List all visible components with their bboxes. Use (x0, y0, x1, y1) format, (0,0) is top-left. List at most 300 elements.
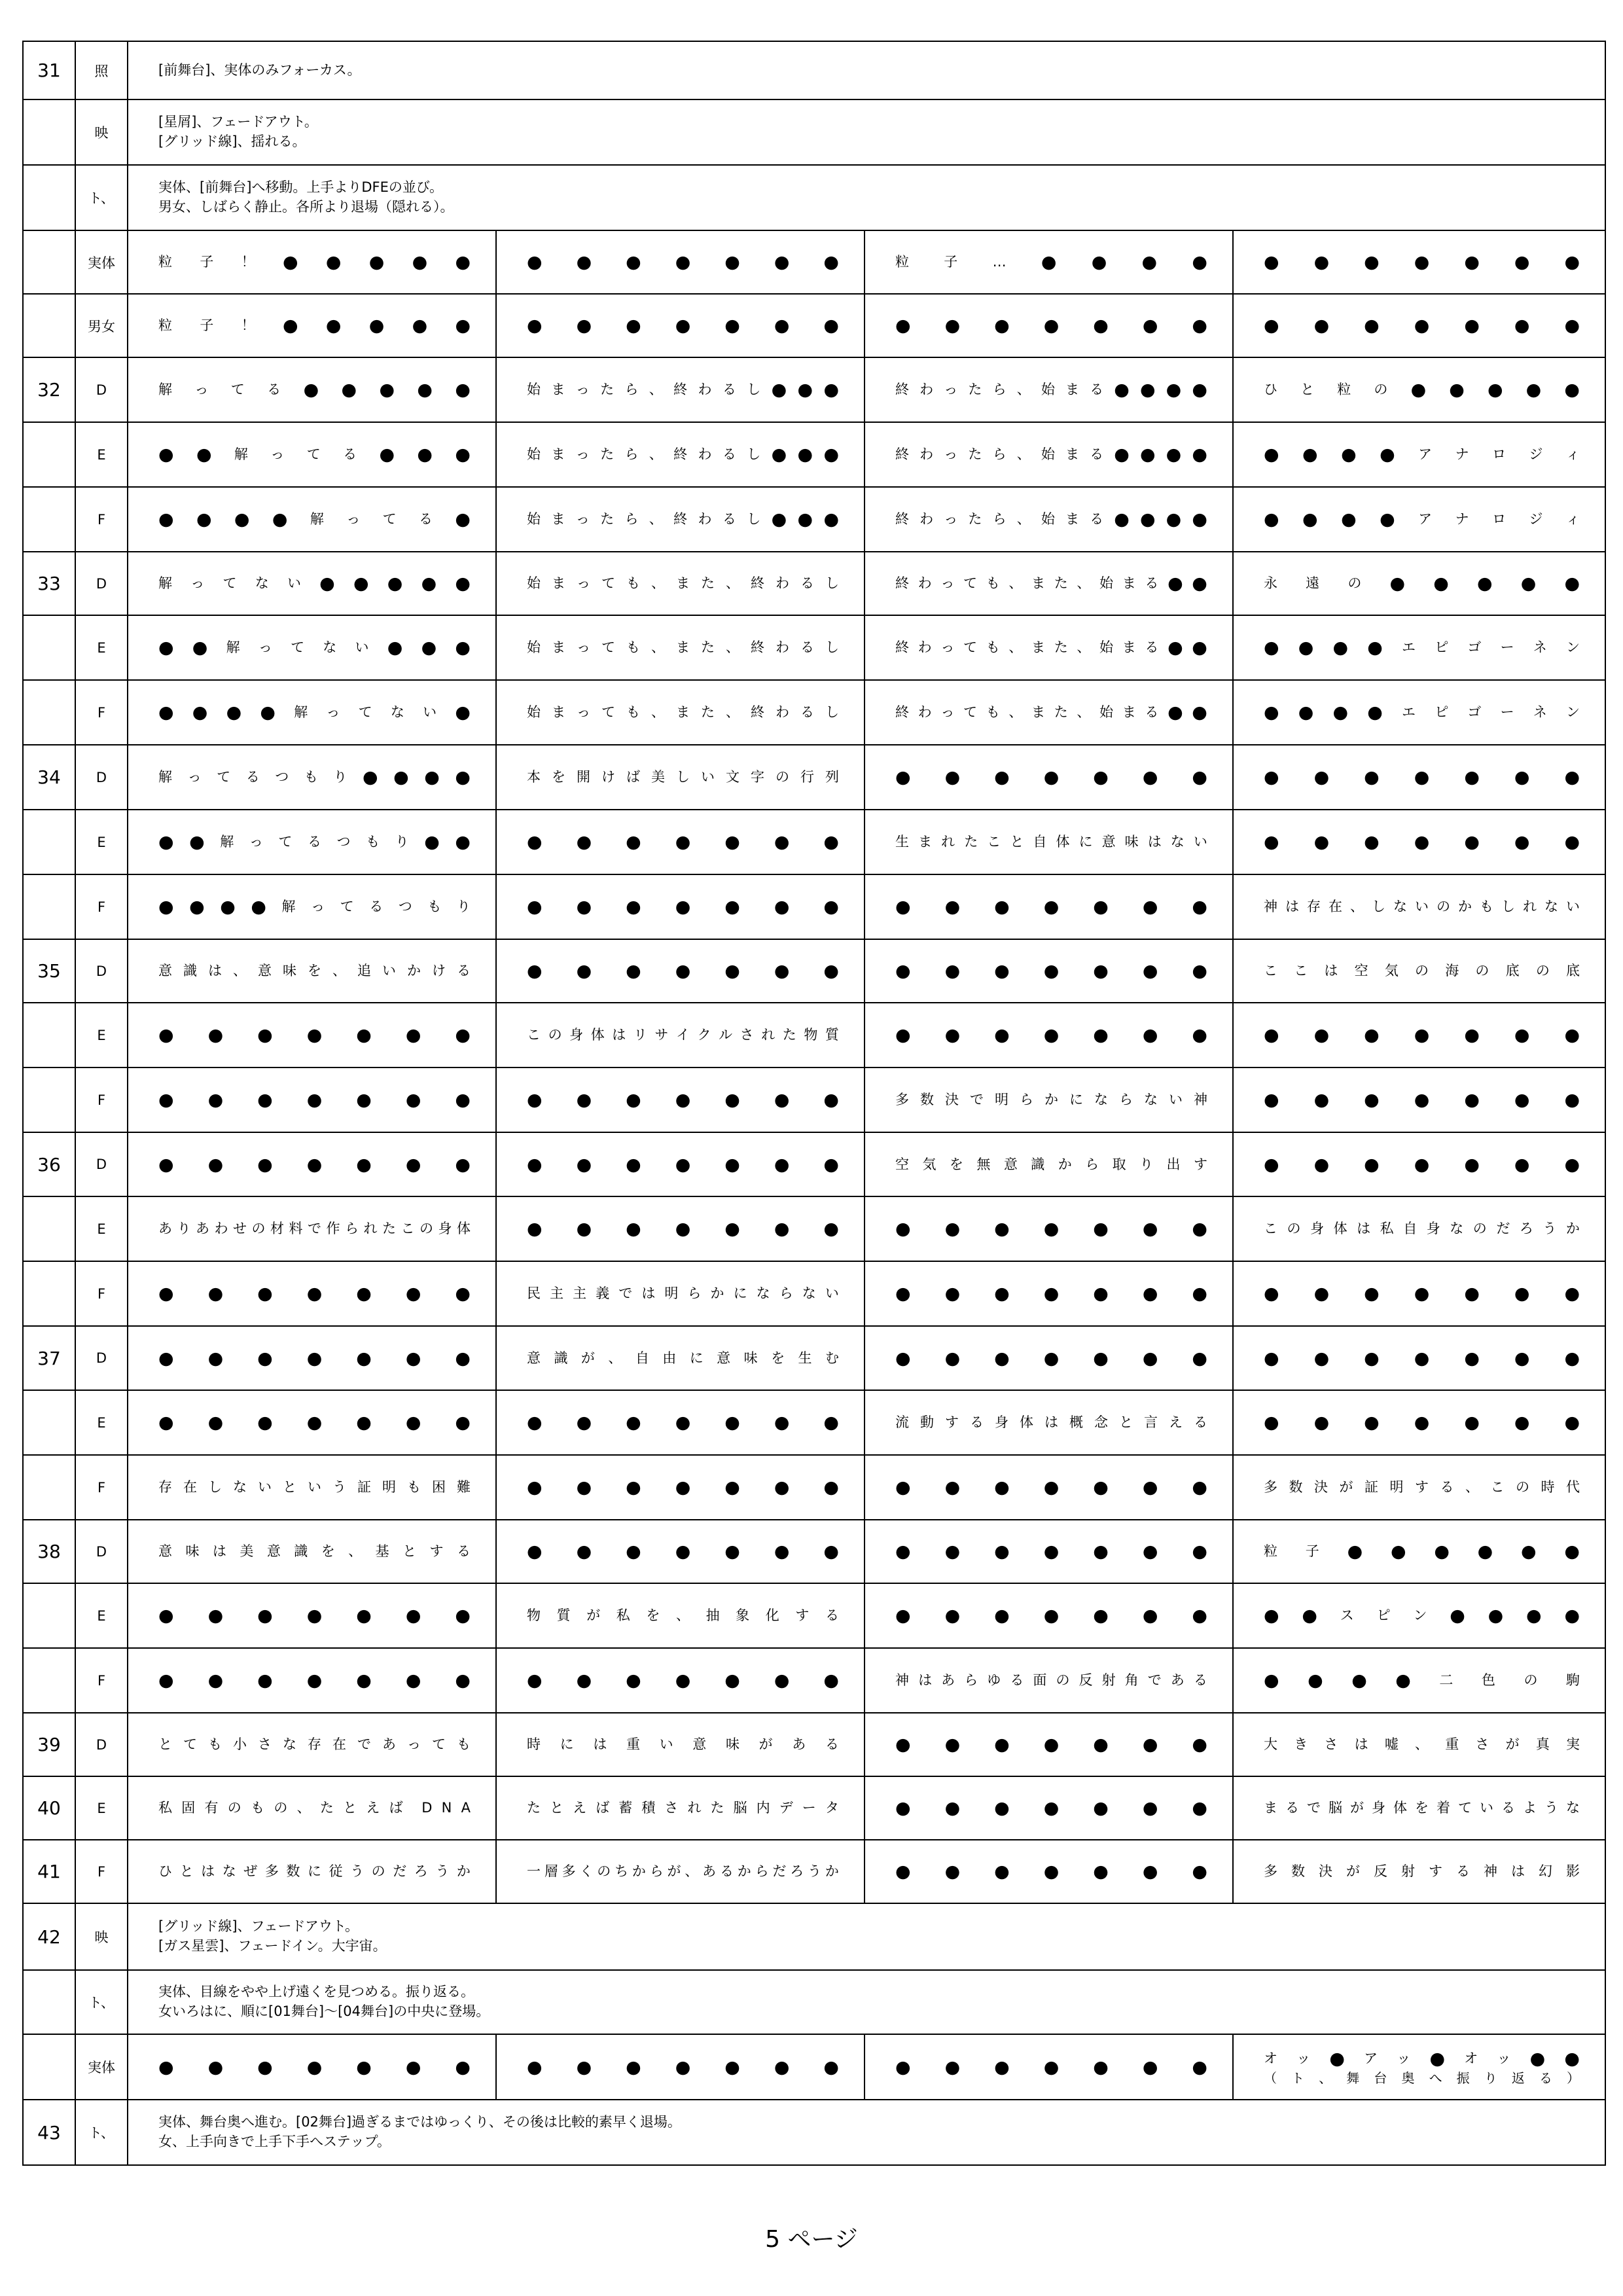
dialogue-cell (865, 230, 1233, 294)
line-text: 永 遠 の ● ● ● ● ● (1264, 573, 1580, 594)
line-text: ● ● ● ● ● ● ● (527, 315, 839, 336)
dialogue-cell (496, 874, 865, 939)
dialogue-cell (865, 422, 1233, 487)
direction-line: 男女、しばらく静止。各所より退場（隠れる）。 (158, 199, 454, 215)
dialogue-cell (128, 487, 496, 552)
dialogue-cell (496, 357, 865, 422)
line-text: ● ● ● ● ● ● ● (527, 1154, 839, 1175)
script-row (23, 1067, 1605, 1132)
line-text: ● ● ● ● ● ● ● (895, 315, 1207, 336)
line-text: ● ● ● ● ● ● ● (158, 1090, 471, 1110)
line-text: ● ● ス ピ ン ● ● ● ● (1264, 1605, 1580, 1626)
line-text: ● ● ● ● 解 っ て る つ も り (158, 897, 471, 917)
line-text: ● ● ● ● ● ● ● (1264, 1025, 1580, 1045)
script-row (23, 230, 1605, 294)
script-row (23, 1003, 1605, 1067)
dialogue-cell (865, 1003, 1233, 1067)
line-text: ● ● ● ● ● ● ● (1264, 767, 1580, 787)
script-row (23, 294, 1605, 357)
speaker-label: 映 (75, 1903, 128, 1970)
speaker-label: F (75, 1261, 128, 1326)
dialogue-cell (865, 1067, 1233, 1132)
speaker-label: F (75, 874, 128, 939)
dialogue-cell (1233, 680, 1605, 745)
dialogue-cell (496, 2034, 865, 2100)
dialogue-cell (128, 1261, 496, 1326)
line-text: 解 っ て る ● ● ● ● ● (158, 380, 471, 400)
dialogue-cell (128, 1648, 496, 1713)
dialogue-cell (128, 552, 496, 615)
line-text: こ の 身 体 は 私 自 身 な の だ ろ う か (1264, 1221, 1580, 1236)
speaker-label: ト、 (75, 2100, 128, 2165)
speaker-label: F (75, 1840, 128, 1903)
speaker-label: ト、 (75, 165, 128, 230)
scene-number: 38 (23, 1520, 75, 1583)
line-text: 終 わ っ た ら 、 始 ま る ● ● ● ● (895, 380, 1207, 400)
dialogue-cell (128, 1840, 496, 1903)
speaker-label: D (75, 939, 128, 1003)
speaker-label: D (75, 552, 128, 615)
scene-number: 33 (23, 552, 75, 615)
scene-number (23, 1455, 75, 1520)
dialogue-cell (496, 1261, 865, 1326)
line-text: ● ● ● ● ● ● ● (527, 2056, 839, 2077)
line-text: ● ● ● ● ● ● ● (158, 1670, 471, 1691)
speaker-label: F (75, 1648, 128, 1713)
direction-line: [グリッド線]、揺れる。 (158, 134, 306, 149)
line-text: ● ● ● ● ● ● ● (1264, 252, 1580, 272)
line-text: 多 数 決 が 証 明 す る 、 こ の 時 代 (1264, 1479, 1580, 1495)
dialogue-cell (1233, 487, 1605, 552)
dialogue-cell (496, 1713, 865, 1776)
dialogue-cell (496, 1067, 865, 1132)
dialogue-cell (1233, 1455, 1605, 1520)
line-text: 意 識 が 、 自 由 に 意 味 を 生 む (527, 1350, 839, 1366)
line-text: ● ● ● ● ● ● ● (158, 2056, 471, 2077)
scene-number: 35 (23, 939, 75, 1003)
direction-line: [星屑]、フェードアウト。 (158, 114, 318, 130)
line-text: ひ と は な ぜ 多 数 に 従 う の だ ろ う か (158, 1863, 471, 1879)
dialogue-cell (865, 357, 1233, 422)
line-text: 粒 子 … ● ● ● ● (895, 252, 1207, 272)
script-row (23, 1261, 1605, 1326)
dialogue-cell (128, 1132, 496, 1196)
dialogue-cell (128, 1390, 496, 1455)
line-text: 一 層 多 く の ち か ら が 、 あ る か ら だ ろ う か (527, 1863, 839, 1879)
direction-cell (128, 165, 1605, 230)
line-text: ● ● ● ● ● ● ● (895, 1734, 1207, 1755)
dialogue-cell (128, 615, 496, 680)
scene-number: 31 (23, 41, 75, 99)
line-text: ● ● ● ● ● ● ● (527, 897, 839, 917)
line-text: 物 質 が 私 を 、 抽 象 化 す る (527, 1607, 839, 1623)
dialogue-cell (1233, 2034, 1605, 2100)
scene-number (23, 165, 75, 230)
dialogue-cell (128, 294, 496, 357)
line-text: 粒 子 ！ ● ● ● ● ● (158, 252, 471, 272)
line-text: ● ● 解 っ て る つ も り ● ● (158, 832, 471, 852)
line-text: 終 わ っ た ら 、 始 ま る ● ● ● ● (895, 444, 1207, 465)
direction-line: [前舞台]、実体のみフォーカス。 (158, 62, 361, 78)
line-text: ● ● ● ● ● ● ● (895, 1477, 1207, 1498)
line-text: ● ● ● ● ● ● ● (1264, 1412, 1580, 1433)
line-text: ● ● ● ● ● ● ● (895, 2056, 1207, 2077)
dialogue-cell (496, 1840, 865, 1903)
speaker-label: 照 (75, 41, 128, 99)
script-row (23, 745, 1605, 810)
line-text: ま る で 脳 が 身 体 を 着 て い る よ う な (1264, 1800, 1580, 1816)
dialogue-cell (496, 1648, 865, 1713)
speaker-label: F (75, 487, 128, 552)
scene-number (23, 99, 75, 165)
script-row (23, 1520, 1605, 1583)
speaker-label: 実体 (75, 230, 128, 294)
line-text: ● ● ● ● ● ● ● (895, 1219, 1207, 1239)
line-text: ● ● ● ● ● ● ● (527, 832, 839, 852)
line-text: ● ● ● ● ● ● ● (895, 1798, 1207, 1818)
line-text: ● ● ● ● エ ピ ゴ ー ネ ン (1264, 702, 1580, 723)
dialogue-cell (865, 745, 1233, 810)
line-text: ● ● ● ● ● ● ● (527, 252, 839, 272)
line-text: ● ● ● ● ● ● ● (527, 1090, 839, 1110)
dialogue-cell (128, 1326, 496, 1390)
dialogue-cell (128, 939, 496, 1003)
direction-cell (128, 1903, 1605, 1970)
scene-number (23, 1970, 75, 2034)
script-row (23, 487, 1605, 552)
dialogue-cell (496, 422, 865, 487)
line-text: 大 き さ は 嘘 、 重 さ が 真 実 (1264, 1736, 1580, 1752)
dialogue-cell (128, 1520, 496, 1583)
dialogue-cell (1233, 1648, 1605, 1713)
speaker-label: F (75, 1455, 128, 1520)
scene-number (23, 615, 75, 680)
line-text: 始 ま っ た ら 、 終 わ る し ● ● ● (527, 380, 839, 400)
dialogue-cell (865, 1776, 1233, 1840)
script-row (23, 41, 1605, 99)
scene-number: 36 (23, 1132, 75, 1196)
line-text: 神 は あ ら ゆ る 面 の 反 射 角 で あ る (895, 1672, 1207, 1688)
dialogue-cell (865, 1455, 1233, 1520)
dialogue-cell (128, 1713, 496, 1776)
line-text: 時 に は 重 い 意 味 が あ る (527, 1736, 839, 1752)
dialogue-cell (496, 294, 865, 357)
dialogue-cell (128, 680, 496, 745)
dialogue-cell (128, 810, 496, 874)
script-row (23, 357, 1605, 422)
dialogue-cell (1233, 1326, 1605, 1390)
dialogue-cell (1233, 1067, 1605, 1132)
dialogue-cell (496, 1003, 865, 1067)
scene-number: 37 (23, 1326, 75, 1390)
script-row (23, 552, 1605, 615)
line-text: 解 っ て な い ● ● ● ● ● (158, 573, 471, 594)
speaker-label: D (75, 745, 128, 810)
line-text: ● ● ● ● ● ● ● (527, 1477, 839, 1498)
dialogue-cell (496, 1583, 865, 1648)
dialogue-cell (128, 230, 496, 294)
dialogue-cell (496, 1196, 865, 1261)
line-text: ● ● ● ● エ ピ ゴ ー ネ ン (1264, 637, 1580, 658)
line-text: 粒 子 ！ ● ● ● ● ● (158, 315, 471, 336)
scene-number (23, 1583, 75, 1648)
line-text: 本 を 開 け ば 美 し い 文 字 の 行 列 (527, 769, 839, 785)
scene-number (23, 2034, 75, 2100)
script-row (23, 1970, 1605, 2034)
line-text: た と え ば 蓄 積 さ れ た 脳 内 デ ー タ (527, 1800, 839, 1816)
line-text: ● ● ● ● ● ● ● (895, 1283, 1207, 1304)
speaker-label: E (75, 1196, 128, 1261)
speaker-label: 実体 (75, 2034, 128, 2100)
dialogue-cell (1233, 357, 1605, 422)
dialogue-cell (865, 487, 1233, 552)
dialogue-cell (128, 1003, 496, 1067)
line-text: 始 ま っ た ら 、 終 わ る し ● ● ● (527, 444, 839, 465)
dialogue-cell (865, 1196, 1233, 1261)
line-text: ● ● ● ● ● ● ● (527, 961, 839, 981)
dialogue-cell (128, 2034, 496, 2100)
dialogue-cell (496, 230, 865, 294)
line-text: ● ● ● ● 解 っ て る ● (158, 509, 471, 529)
dialogue-cell (496, 1132, 865, 1196)
speaker-label: E (75, 1776, 128, 1840)
script-row (23, 1326, 1605, 1390)
dialogue-cell (1233, 1776, 1605, 1840)
dialogue-cell (496, 552, 865, 615)
script-row (23, 615, 1605, 680)
line-text: ● ● ● ● ● ● ● (158, 1412, 471, 1433)
line-text: 民 主 主 義 で は 明 ら か に な ら な い (527, 1285, 839, 1301)
line-text: ● ● ● ● ● ● ● (1264, 832, 1580, 852)
dialogue-cell (865, 874, 1233, 939)
line-text: ● ● ● ● ● ● ● (895, 767, 1207, 787)
scene-number (23, 810, 75, 874)
dialogue-cell (128, 1067, 496, 1132)
dialogue-cell (1233, 552, 1605, 615)
line-text: ● ● ● ● ● ● ● (158, 1348, 471, 1369)
line-text: 終 わ っ て も 、 ま た 、 始 ま る ● ● (895, 573, 1207, 594)
line-text: ● ● ● ● ● ● ● (1264, 1283, 1580, 1304)
dialogue-cell (1233, 1840, 1605, 1903)
line-text: 終 わ っ て も 、 ま た 、 始 ま る ● ● (895, 637, 1207, 658)
dialogue-cell (128, 874, 496, 939)
line-text: 終 わ っ た ら 、 始 ま る ● ● ● ● (895, 509, 1207, 529)
direction-cell (128, 2100, 1605, 2165)
dialogue-cell (865, 939, 1233, 1003)
line-text: ● ● ● ● ア ナ ロ ジ ィ (1264, 444, 1580, 465)
script-row (23, 1196, 1605, 1261)
dialogue-cell (865, 810, 1233, 874)
dialogue-cell (865, 1840, 1233, 1903)
speaker-label: D (75, 1713, 128, 1776)
scene-number (23, 422, 75, 487)
scene-number (23, 1390, 75, 1455)
line-text: 始 ま っ た ら 、 終 わ る し ● ● ● (527, 509, 839, 529)
script-row (23, 1583, 1605, 1648)
scene-number (23, 1648, 75, 1713)
line-text: 終 わ っ て も 、 ま た 、 始 ま る ● ● (895, 702, 1207, 723)
dialogue-cell (865, 1132, 1233, 1196)
dialogue-cell (496, 1776, 865, 1840)
speaker-label: F (75, 680, 128, 745)
direction-line: 実体、[前舞台]へ移動。上手よりDFEの並び。 (158, 179, 444, 196)
script-row (23, 99, 1605, 165)
page-number: 5 ページ (765, 2226, 858, 2253)
line-text: 流 動 す る 身 体 は 概 念 と 言 え る (895, 1414, 1207, 1430)
scene-number (23, 1261, 75, 1326)
speaker-label: E (75, 422, 128, 487)
dialogue-cell (1233, 422, 1605, 487)
line-text: 生 ま れ た こ と 自 体 に 意 味 は な い (895, 834, 1207, 850)
stage-direction-inline: （ ト 、 舞 台 奥 へ 振 り 返 る ） (1264, 2070, 1580, 2086)
script-row (23, 2034, 1605, 2100)
dialogue-cell (865, 1390, 1233, 1455)
line-text: ● ● ● ● ● ● ● (158, 1025, 471, 1045)
direction-line: [ガス星雲]、フェードイン。大宇宙。 (158, 1938, 387, 1954)
dialogue-cell (865, 1326, 1233, 1390)
line-text: ● ● ● ● 解 っ て な い ● (158, 702, 471, 723)
dialogue-cell (1233, 1196, 1605, 1261)
dialogue-cell (1233, 810, 1605, 874)
dialogue-cell (128, 1455, 496, 1520)
line-text: ● ● ● ● ● ● ● (895, 1861, 1207, 1882)
scene-number: 42 (23, 1903, 75, 1970)
scene-number (23, 874, 75, 939)
line-text: ● ● ● ● ● ● ● (527, 1219, 839, 1239)
script-table (22, 41, 1606, 2166)
dialogue-cell (1233, 1583, 1605, 1648)
direction-line: 女、上手向きで上手下手へステップ。 (158, 2134, 391, 2149)
dialogue-cell (1233, 1132, 1605, 1196)
direction-cell (128, 1970, 1605, 2034)
dialogue-cell (1233, 294, 1605, 357)
line-text: ● ● ● ● ● ● ● (895, 961, 1207, 981)
line-text: 多 数 決 が 反 射 す る 神 は 幻 影 (1264, 1863, 1580, 1879)
script-row (23, 165, 1605, 230)
line-text: ● ● ● ● ● ● ● (158, 1283, 471, 1304)
dialogue-cell (1233, 230, 1605, 294)
line-text: ● ● ● ● ● ● ● (527, 1541, 839, 1562)
dialogue-cell (496, 1390, 865, 1455)
script-row (23, 939, 1605, 1003)
line-text: こ の 身 体 は リ サ イ ク ル さ れ た 物 質 (527, 1027, 839, 1043)
dialogue-cell (128, 1196, 496, 1261)
dialogue-cell (1233, 1390, 1605, 1455)
dialogue-cell (496, 487, 865, 552)
dialogue-cell (865, 552, 1233, 615)
scene-number: 39 (23, 1713, 75, 1776)
scene-number (23, 1196, 75, 1261)
dialogue-cell (1233, 1520, 1605, 1583)
dialogue-cell (865, 1583, 1233, 1648)
dialogue-cell (128, 357, 496, 422)
dialogue-cell (496, 810, 865, 874)
line-text: 空 気 を 無 意 識 か ら 取 り 出 す (895, 1156, 1207, 1172)
direction-line: 実体、目線をやや上げ遠くを見つめる。振り返る。 (158, 1984, 474, 2000)
dialogue-cell (496, 745, 865, 810)
line-text: 意 識 は 、 意 味 を 、 追 い か け る (158, 963, 471, 978)
script-row (23, 1132, 1605, 1196)
script-row (23, 1776, 1605, 1840)
scene-number (23, 1003, 75, 1067)
line-text: ● ● ● ● ● ● ● (527, 1412, 839, 1433)
script-row (23, 1713, 1605, 1776)
dialogue-cell (1233, 874, 1605, 939)
script-row (23, 1390, 1605, 1455)
dialogue-cell (1233, 745, 1605, 810)
scene-number (23, 487, 75, 552)
dialogue-cell (128, 745, 496, 810)
line-text: 粒 子 ● ● ● ● ● ● (1264, 1541, 1580, 1562)
dialogue-cell (496, 1326, 865, 1390)
line-text: 始 ま っ て も 、 ま た 、 終 わ る し (527, 639, 839, 655)
dialogue-cell (865, 2034, 1233, 2100)
line-text: オ ッ ● ア ッ ● オ ッ ● ● (1264, 2048, 1580, 2069)
dialogue-cell (865, 680, 1233, 745)
scene-number (23, 230, 75, 294)
line-text: 存 在 し な い と い う 証 明 も 困 難 (158, 1479, 471, 1495)
line-text: ● ● ● ● ● ● ● (1264, 1348, 1580, 1369)
dialogue-cell (865, 1520, 1233, 1583)
line-text: ● ● ● ● ● ● ● (158, 1154, 471, 1175)
dialogue-cell (1233, 615, 1605, 680)
scene-number: 40 (23, 1776, 75, 1840)
dialogue-cell (1233, 1003, 1605, 1067)
direction-line: [グリッド線]、フェードアウト。 (158, 1918, 359, 1935)
scene-number: 32 (23, 357, 75, 422)
speaker-label: E (75, 810, 128, 874)
script-row (23, 680, 1605, 745)
line-text: ● ● ● ● ● ● ● (895, 1348, 1207, 1369)
dialogue-cell (1233, 1261, 1605, 1326)
line-text: ● ● ● ● ● ● ● (895, 1025, 1207, 1045)
dialogue-cell (128, 1776, 496, 1840)
line-text: ● ● ● ● ● ● ● (895, 1605, 1207, 1626)
line-text: 解 っ て る つ も り ● ● ● ● (158, 767, 471, 787)
dialogue-cell (1233, 939, 1605, 1003)
line-text: あ り あ わ せ の 材 料 で 作 ら れ た こ の 身 体 (158, 1221, 471, 1236)
script-row (23, 1840, 1605, 1903)
line-text: ● ● ● ● ● ● ● (158, 1605, 471, 1626)
dialogue-cell (496, 939, 865, 1003)
scene-number: 41 (23, 1840, 75, 1903)
direction-line: 女いろはに、順に[01舞台]～[04舞台]の中央に登場。 (158, 2003, 490, 2019)
scene-number: 43 (23, 2100, 75, 2165)
script-row (23, 1455, 1605, 1520)
scene-number (23, 1067, 75, 1132)
script-row (23, 1903, 1605, 1970)
dialogue-cell (865, 294, 1233, 357)
speaker-label: E (75, 1390, 128, 1455)
speaker-label: D (75, 357, 128, 422)
line-text: 意 味 は 美 意 識 を 、 基 と す る (158, 1543, 471, 1559)
speaker-label: 映 (75, 99, 128, 165)
line-text: ひ と 粒 の ● ● ● ● ● (1264, 380, 1580, 400)
speaker-label: D (75, 1520, 128, 1583)
speaker-label: D (75, 1326, 128, 1390)
line-text: と て も 小 さ な 存 在 で あ っ て も (158, 1736, 471, 1752)
line-text: ● ● 解 っ て る ● ● ● (158, 444, 471, 465)
speaker-label: D (75, 1132, 128, 1196)
line-text: 神 は 存 在 、 し な い の か も し れ な い (1264, 899, 1580, 914)
direction-line: 実体、舞台奥へ進む。[02舞台]過ぎるまではゆっくり、その後は比較的素早く退場。 (158, 2114, 681, 2130)
script-row (23, 422, 1605, 487)
line-text: ● ● ● ● 二 色 の 駒 (1264, 1670, 1580, 1691)
dialogue-cell (496, 1455, 865, 1520)
script-row (23, 2100, 1605, 2165)
line-text: ● ● ● ● ● ● ● (895, 1541, 1207, 1562)
line-text: ● ● ● ● ● ● ● (527, 1670, 839, 1691)
